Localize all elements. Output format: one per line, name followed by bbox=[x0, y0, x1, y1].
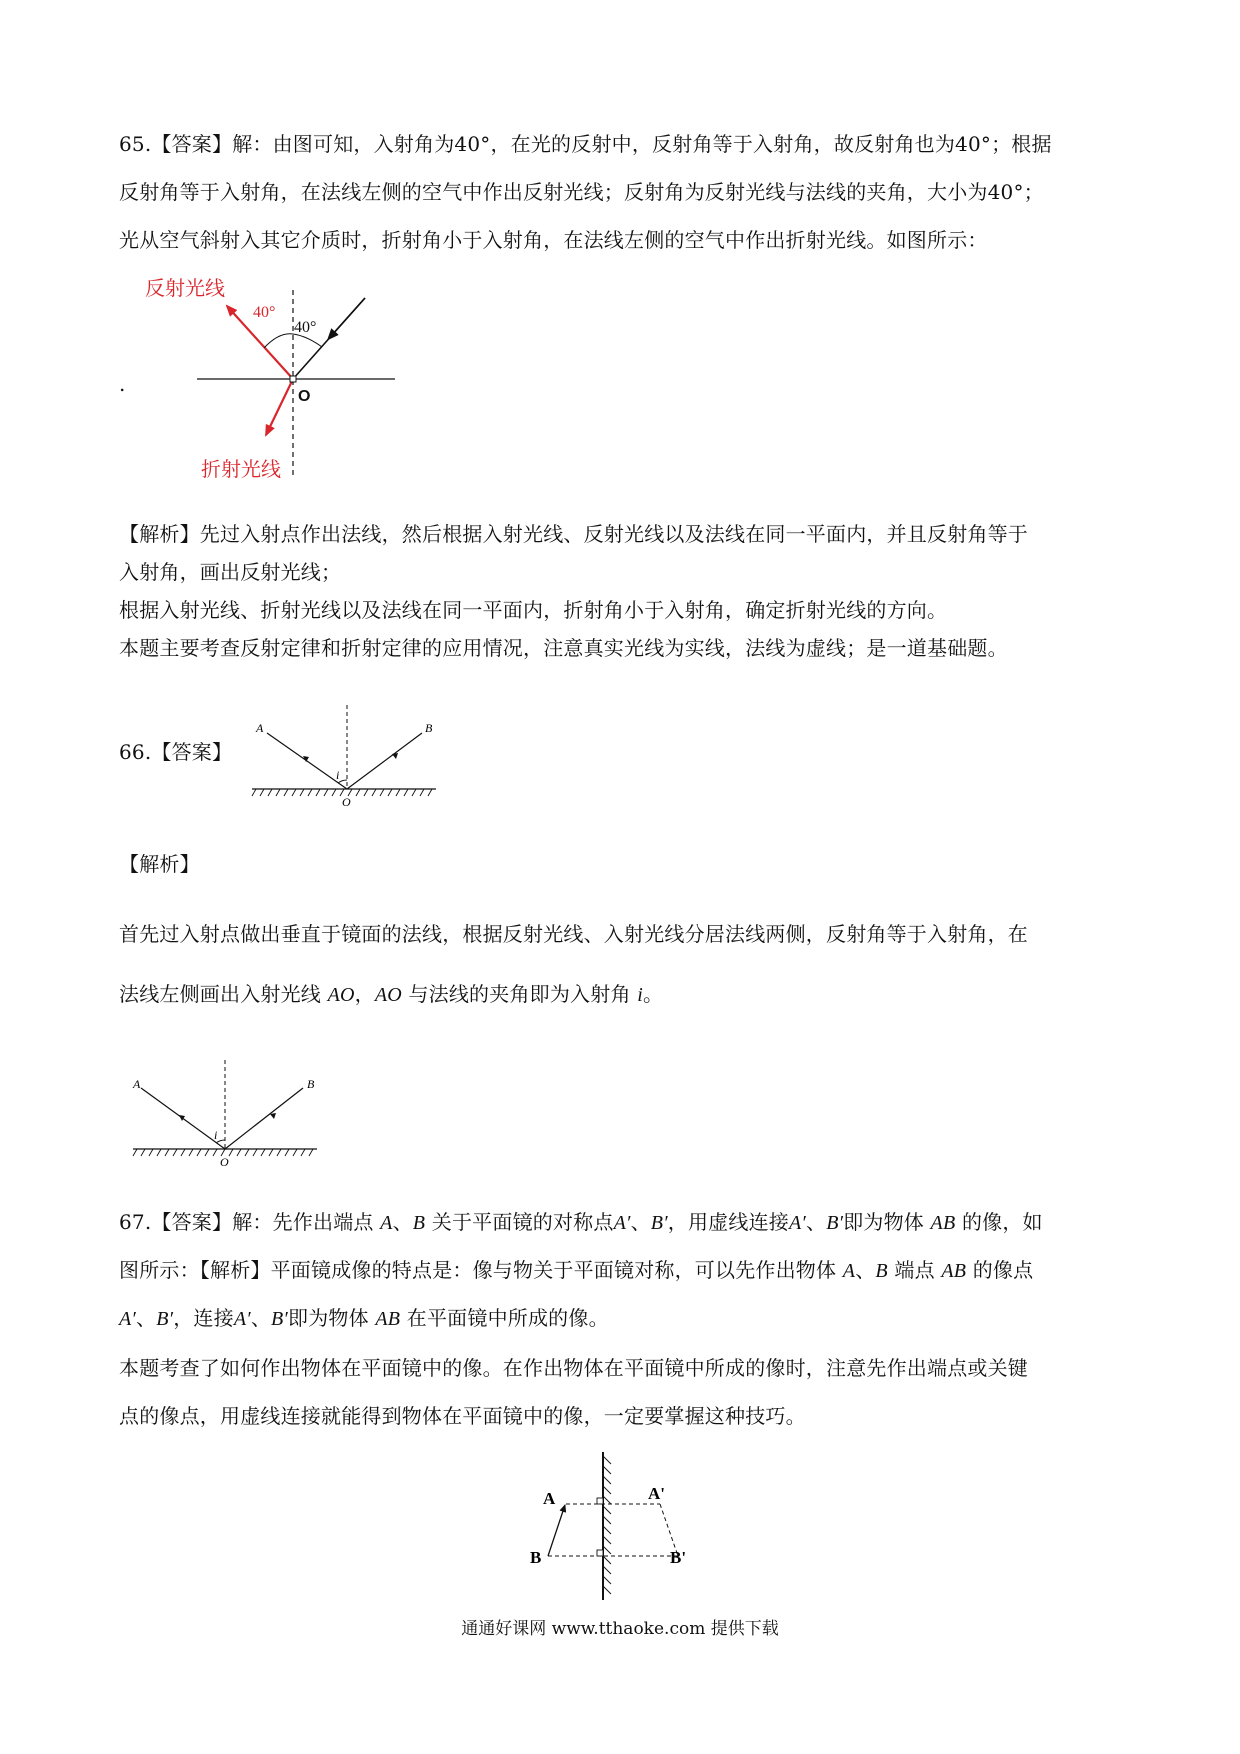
q65-refraction-figure bbox=[135, 270, 395, 490]
q67-answer-line-3 bbox=[119, 1306, 609, 1331]
point-b-prime: B′ bbox=[650, 1212, 668, 1234]
q65-answer-line-1: 65.【答案】解：由图可知，入射角为40°，在光的反射中，反射角等于入射角，故反射角也为40°；根据 bbox=[119, 132, 1052, 156]
q66-analysis-figure bbox=[133, 1060, 323, 1170]
point-a-label: A bbox=[256, 721, 264, 735]
refracted-ray bbox=[266, 379, 293, 435]
text: 、 bbox=[805, 1210, 827, 1234]
angle-arc bbox=[216, 1140, 225, 1143]
mirror-hatching bbox=[603, 1456, 611, 1594]
point-b-label: B bbox=[307, 1077, 315, 1091]
reflected-ray-label: 反射光线 bbox=[145, 276, 225, 300]
text: 在平面镜中所成的像。 bbox=[400, 1306, 609, 1330]
point-o-label: O bbox=[298, 388, 311, 405]
point-a-prime: A′ bbox=[788, 1212, 806, 1234]
ao-label: AO bbox=[374, 984, 402, 1006]
right-angle-mark bbox=[597, 1498, 603, 1504]
i-label: i bbox=[637, 984, 643, 1006]
q67-answer-line-2 bbox=[119, 1258, 1033, 1283]
q65-analysis-line-4: 本题主要考查反射定律和折射定律的应用情况，注意真实光线为实线，法线为虚线；是一道基础题。 bbox=[119, 636, 1008, 660]
point-b: B bbox=[875, 1260, 888, 1282]
point-o-label: O bbox=[220, 1155, 229, 1169]
q65-answer-line-2: 反射角等于入射角，在法线左侧的空气中作出反射光线；反射角为反射光线与法线的夹角，大小为40°； bbox=[119, 180, 1044, 204]
point-a-prime: A′ bbox=[613, 1212, 631, 1234]
right-angle-mark bbox=[597, 1550, 603, 1556]
footer-watermark: 通通好课网 www.tthaoke.com 提供下载 bbox=[461, 1619, 779, 1639]
text: 、 bbox=[250, 1306, 272, 1330]
angle-i-label: i bbox=[336, 768, 340, 782]
q67-line-5: 点的像点，用虚线连接就能得到物体在平面镜中的像，一定要掌握这种技巧。 bbox=[119, 1404, 806, 1428]
q65-analysis-line-2: 入射角，画出反射光线； bbox=[119, 560, 342, 584]
q66-answer-label: 66.【答案】 bbox=[119, 740, 233, 764]
text: 即为物体 bbox=[843, 1210, 931, 1234]
incident-arrowhead bbox=[179, 1115, 185, 1121]
text: 端点 bbox=[887, 1258, 942, 1282]
q66-analysis-label: 【解析】 bbox=[119, 852, 200, 876]
reflected-ray-ob bbox=[225, 1088, 303, 1149]
object-ab: AB bbox=[941, 1260, 967, 1282]
point-b-prime: B′ bbox=[271, 1308, 289, 1330]
object-ab: AB bbox=[375, 1308, 401, 1330]
text: 的像，如 bbox=[955, 1210, 1043, 1234]
point-b-label: B bbox=[530, 1548, 542, 1567]
text: 的像点 bbox=[966, 1258, 1034, 1282]
text: 67.【答案】解：先作出端点 bbox=[119, 1210, 381, 1234]
angle-i-label: i bbox=[214, 1128, 218, 1142]
incident-arrow bbox=[331, 298, 365, 336]
reflected-arrowhead bbox=[392, 753, 398, 759]
text: ，用虚线连接 bbox=[667, 1210, 789, 1234]
text: 法线左侧画出入射光线 bbox=[119, 982, 328, 1006]
reflected-arrowhead bbox=[270, 1113, 276, 1119]
text: 即为物体 bbox=[288, 1306, 376, 1330]
refracted-ray-label: 折射光线 bbox=[201, 457, 281, 481]
text: 、 bbox=[392, 1210, 413, 1234]
text: 。 bbox=[642, 982, 664, 1006]
point-b-label: B bbox=[425, 721, 433, 735]
point-a: A bbox=[380, 1212, 393, 1234]
q65-answer-line-3: 光从空气斜射入其它介质时，折射角小于入射角，在法线左侧的空气中作出折射光线。如图所示： bbox=[119, 228, 988, 252]
incidence-angle-label: 40° bbox=[294, 319, 317, 336]
reflection-angle-arc bbox=[264, 334, 293, 348]
point-bprime-label: B' bbox=[670, 1548, 687, 1567]
q67-mirror-figure bbox=[528, 1452, 698, 1602]
point-b-prime: B′ bbox=[156, 1308, 174, 1330]
point-aprime-label: A' bbox=[648, 1484, 665, 1503]
point-a-label: A bbox=[133, 1077, 141, 1091]
q66-analysis-line-2 bbox=[119, 982, 663, 1007]
point-a: A bbox=[842, 1260, 856, 1282]
text: ， bbox=[354, 982, 375, 1006]
text: 、 bbox=[136, 1306, 157, 1330]
reflection-angle-label: 40° bbox=[253, 304, 276, 321]
point-a-label: A bbox=[543, 1489, 556, 1508]
q66-answer-figure bbox=[252, 700, 442, 810]
point-a-prime: A′ bbox=[233, 1308, 251, 1330]
q65-dot: . bbox=[119, 372, 126, 396]
q67-answer-line-1 bbox=[119, 1210, 1043, 1235]
object-ab-arrow bbox=[548, 1505, 565, 1556]
angle-arc bbox=[338, 780, 347, 783]
point-b-prime: B′ bbox=[826, 1212, 844, 1234]
text: ，连接 bbox=[173, 1306, 234, 1330]
point-a-prime: A′ bbox=[119, 1308, 136, 1330]
point-b: B bbox=[412, 1212, 426, 1234]
incident-ray-ao bbox=[267, 733, 347, 789]
q65-analysis-line-1: 【解析】先过入射点作出法线，然后根据入射光线、反射光线以及法线在同一平面内，并且反射角等于 bbox=[119, 522, 1028, 546]
reflected-ray-ob bbox=[347, 733, 422, 789]
text: 、 bbox=[630, 1210, 651, 1234]
incidence-point-mark bbox=[290, 376, 296, 382]
text: 与法线的夹角即为入射角 bbox=[401, 982, 638, 1006]
text: 关于平面镜的对称点 bbox=[425, 1210, 614, 1234]
text: 、 bbox=[855, 1258, 876, 1282]
q67-line-4: 本题考查了如何作出物体在平面镜中的像。在作出物体在平面镜中所成的像时，注意先作出端点或关键 bbox=[119, 1356, 1028, 1380]
point-o-label: O bbox=[342, 795, 351, 809]
object-ab: AB bbox=[930, 1212, 956, 1234]
q66-analysis-line-1: 首先过入射点做出垂直于镜面的法线，根据反射光线、入射光线分居法线两侧，反射角等于入射角，在 bbox=[119, 922, 1028, 946]
ao-label: AO bbox=[327, 984, 355, 1006]
q65-analysis-line-3: 根据入射光线、折射光线以及法线在同一平面内，折射角小于入射角，确定折射光线的方向。 bbox=[119, 598, 948, 622]
text: 图所示：【解析】平面镜成像的特点是：像与物关于平面镜对称，可以先作出物体 bbox=[119, 1258, 843, 1282]
